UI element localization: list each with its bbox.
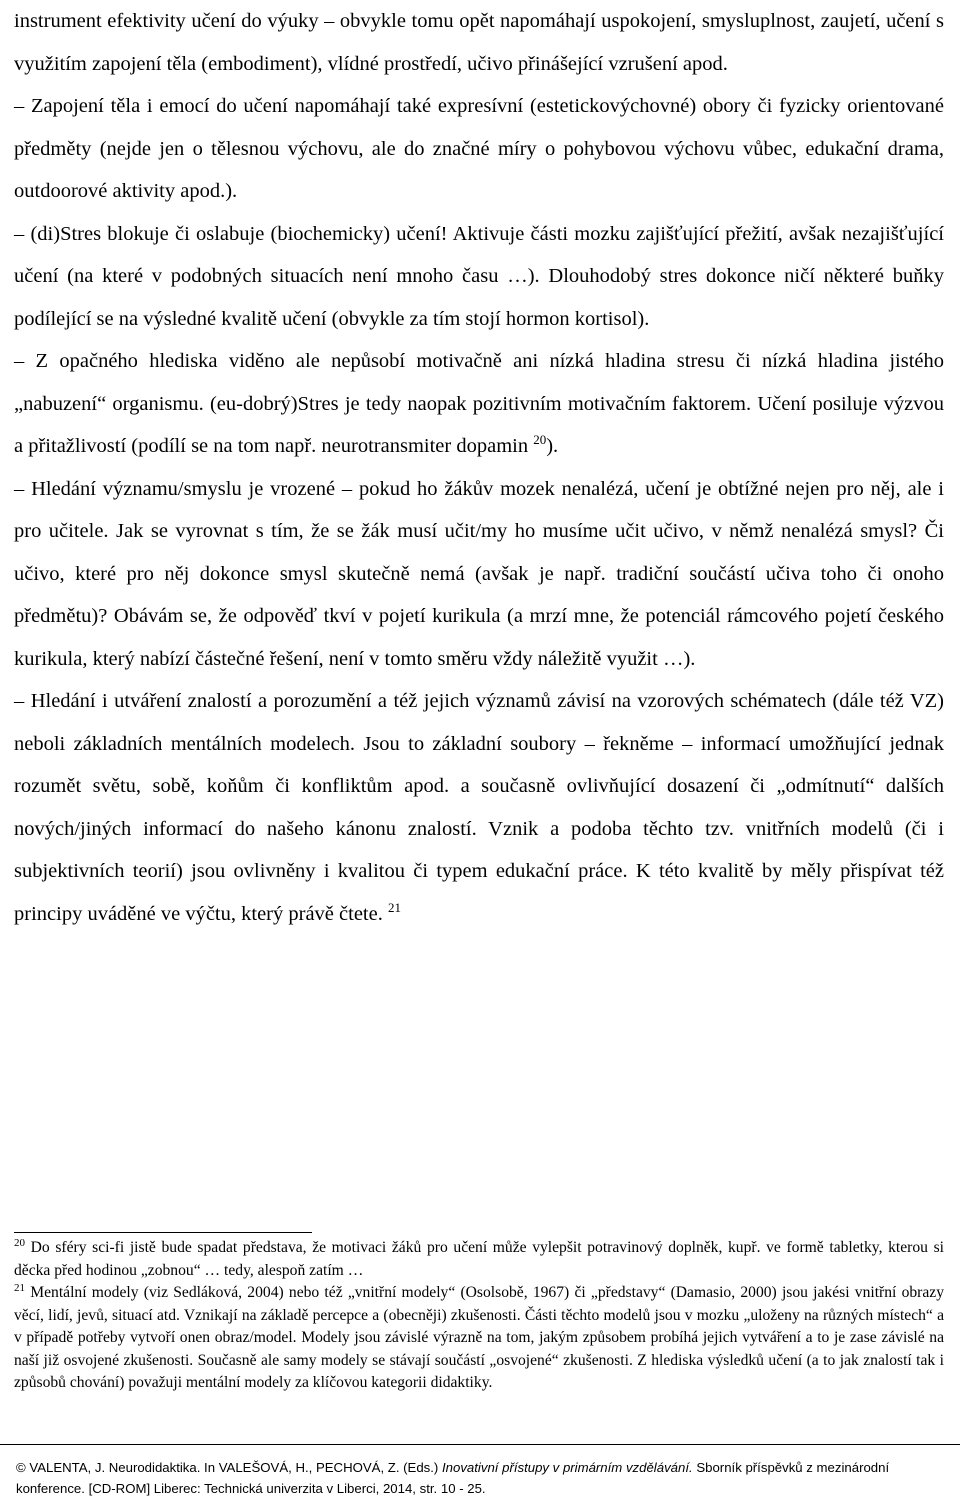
paragraph-hledani-znalosti [14,680,944,935]
footnote-21-text: Mentální modely (viz Sedláková, 2004) nebo též „vnitřní modely“ (Osolsobě, 1967) či „představy“ (Damasio, 2000) jsou jakési vnitřní obrazy věcí, lidí, jevů, situací atd. Vznikají na základě percepce a (obecněji) zkušenosti. Části těchto modelů jsou v mozku „uloženy na různých místech“ a v případě potřeby vytvoří onen obraz/model. Modely jsou závislé výrazně na tom, jakým způsobem probíhá jejich vytváření a to je zase závislé na naší již osvojené zkušenosti. Současně ale samy modely se stávají součástí „osvojené“ zkušenosti. Z hlediska výsledků učení (a to jak znalostí tak i způsobů chování) považuji mentální modely za klíčovou kategorii didaktiky. [14,1284,944,1391]
footnote-separator [14,1232,312,1233]
paragraph-hledani-znalosti-text: – Hledání i utváření znalostí a porozumění a též jejich významů závisí na vzorových schématech (dále též VZ) neboli základních mentálních modelech. Jsou to základní soubory – řekněme – informací umožňující jednak rozumět světu, sobě, koňům či konfliktům apod. a současně ovlivňující dosazení či „odmítnutí“ dalších nových/jiných informací do našeho kánonu znalostí. Vznik a podoba těchto tzv. vnitřních modelů (či i subjektivních teorií) jsou ovlivněny i kvalitou či typem edukační práce. K této kvalitě by měly přispívat též principy uváděné ve výčtu, který právě čtete. [14,690,944,925]
footnote-ref-20[interactable]: 20 [533,432,547,448]
citation-prefix: © VALENTA, J. Neurodidaktika. In VALEŠOVÁ, H., PECHOVÁ, Z. (Eds.) [16,1460,439,1475]
citation-title: Inovativní přístupy v primárním vzdělávání. [442,1460,693,1475]
paragraph-opacne-text: – Z opačného hlediska viděno ale nepůsobí motivačně ani nízká hladina stresu či nízká hladina jistého „nabuzení“ organismu. (eu-dobrý)Stres je tedy naopak pozitivním motivačním faktorem. Učení posiluje výzvou a přitažlivostí (podílí se na tom např. neurotransmiter dopamin [14,350,944,457]
paragraph-distres: – (di)Stres blokuje či oslabuje (biochemicky) učení! Aktivuje části mozku zajišťující přežití, avšak nezajišťující učení (na které v podobných situacích není mnoho času …). Dlouhodobý stres dokonce ničí některé buňky podílející se na výsledné kvalitě učení (obvykle za tím stojí hormon kortisol). [14,222,944,330]
citation-suffix: Sborník příspěvků z mezinárodní konference. [CD-ROM] Liberec: Technická univerzita v Liberci, 2014, str. 10 - 25. [16,1460,890,1496]
footnote-21-number: 21 [14,1281,25,1294]
main-text [14,0,944,935]
footnote-20-text: Do sféry sci-fi jistě bude spadat představa, že motivaci žáků pro učení může vylepšit potravinový doplněk, kupř. ve formě tabletky, kterou si děcka před hodinou „zobnou“ … tedy, alespoň zatím … [14,1239,945,1279]
paragraph-hledani-smyslu: – Hledání významu/smyslu je vrozené – pokud ho žákův mozek nenalézá, učení je obtížné nejen pro něj, ale i pro učitele. Jak se vyrovnat s tím, že se žák musí učit/my ho musíme učit učivo, v němž nenalézá smysl? Či učivo, které pro něj dokonce smysl skutečně nemá (avšak je např. tradiční součástí učiva toho či onoho předmětu)? Obávám se, že odpověď tkví v pojetí kurikula (a mrzí mne, že potenciál rámcového pojetí českého kurikula, který nabízí částečné řešení, není v tomto směru vždy náležitě využit …). [14,477,944,670]
paragraph-opacne-end: ). [546,435,559,457]
footer-citation [16,1457,946,1499]
footnote-21 [14,1282,944,1395]
paragraph-zapojeni: – Zapojení těla i emocí do učení napomáhají také expresívní (estetickovýchovné) obory či fyzicky orientované předměty (nejde jen o tělesnou výchovu, ale do značné míry o pohybovou výchovu vůbec, edukační drama, outdoorové aktivity apod.). [14,95,944,202]
footnote-20 [14,1237,944,1282]
page-footer [0,1444,960,1508]
footnote-20-number: 20 [14,1236,25,1249]
footnotes [14,1237,944,1395]
footnote-ref-21[interactable]: 21 [387,899,401,915]
paragraph-intro: instrument efektivity učení do výuky – obvykle tomu opět napomáhají uspokojení, smysluplnost, zaujetí, učení s využitím zapojení těla (embodiment), vlídné prostředí, učivo přinášející vzrušení apod. [14,10,944,75]
paragraph-opacne [14,340,944,468]
